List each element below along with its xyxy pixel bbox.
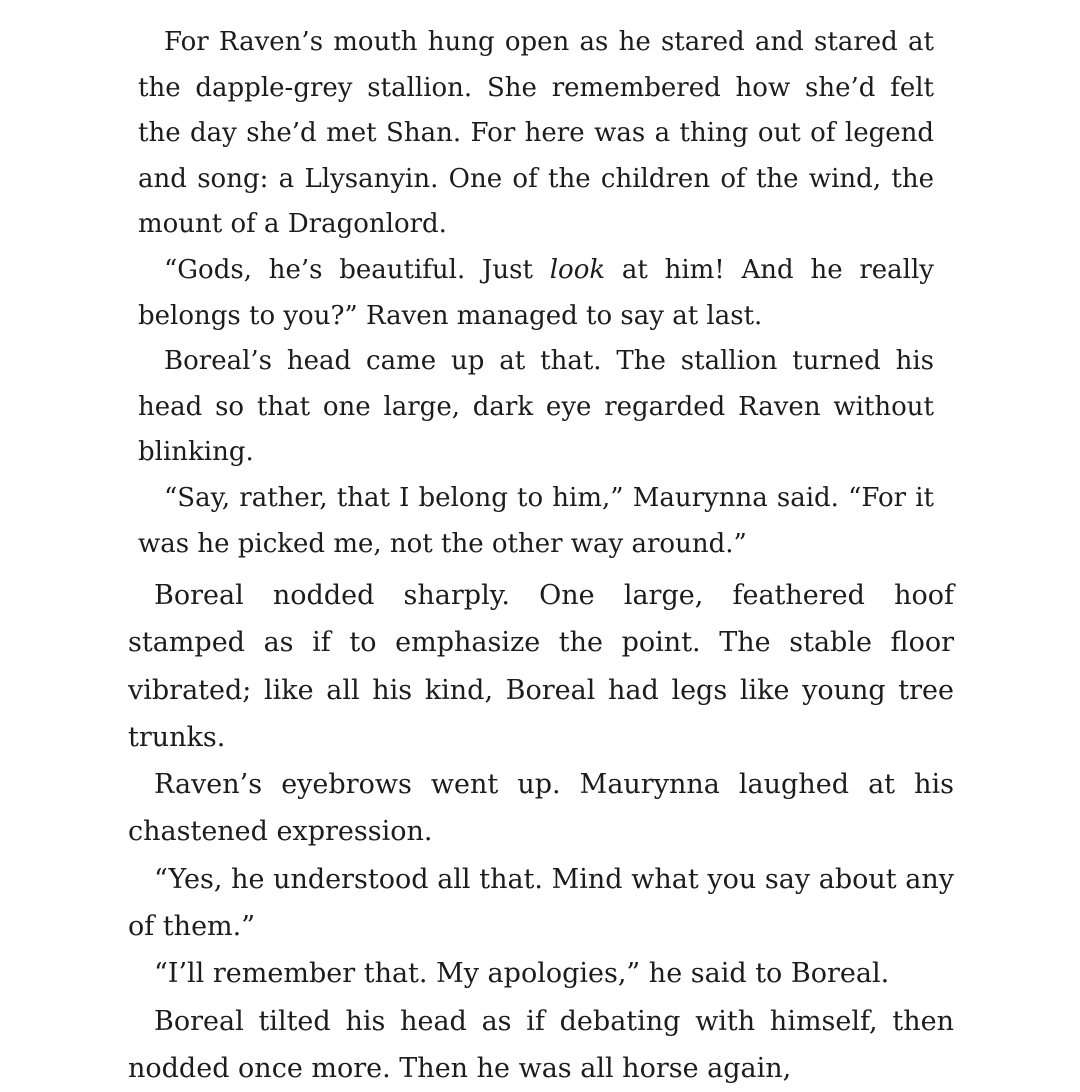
paragraph: “Say, rather, that I belong to him,” Maurynna said. “For it was he picked me, not the other way around.” [138,482,934,559]
paragraph-text: at him! And he really belongs to you?” Raven managed to say at last. [138,254,934,331]
text-block-bottom [128,572,954,1092]
paragraph-text: “Gods, he’s beautiful. Just [164,254,550,285]
paragraph: Boreal nodded sharply. One large, feathered hoof stamped as if to emphasize the point. The stable floor vibrated; like all his kind, Boreal had legs like young tree trunks. [128,580,954,753]
paragraph: “I’ll remember that. My apologies,” he said to Boreal. [154,958,890,990]
paragraph: For Raven’s mouth hung open as he stared and stared at the dapple-grey stallion. She remembered how she’d felt the day she’d met Shan. For here was a thing out of legend and song: a Llysanyin. One of the children of the wind, the mount of a Dragonlord. [138,27,934,240]
paragraph [138,248,934,339]
paragraph: Boreal tilted his head as if debating with himself, then nodded once more. Then he was all horse again, [128,1005,954,1084]
emphasis-text: look [549,254,606,285]
paragraph: Boreal’s head came up at that. The stallion turned his head so that one large, dark eye regarded Raven without blinking. [138,346,934,468]
paragraph: “Yes, he understood all that. Mind what you say about any of them.” [128,863,954,943]
text-block-top [138,20,934,567]
paragraph: Raven’s eyebrows went up. Maurynna laughed at his chastened expression. [128,769,954,848]
